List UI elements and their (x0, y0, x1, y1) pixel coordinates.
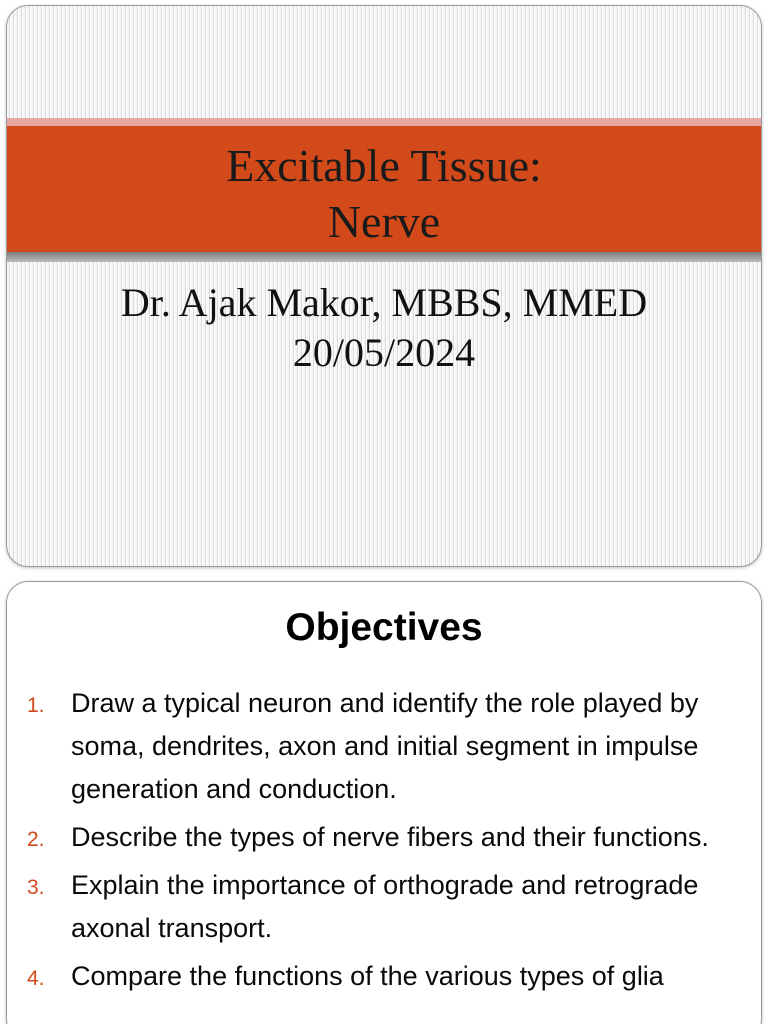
list-item-text: Draw a typical neuron and identify the role played by soma, dendrites, axon and initial segment in impulse generation and conduction. (71, 688, 699, 804)
list-item-number: 2. (27, 828, 45, 851)
objectives-list (7, 682, 747, 1003)
list-item-text: Explain the importance of orthograde and retrograde axonal transport. (71, 870, 699, 943)
slide-title (7, 138, 761, 250)
title-slide (6, 5, 762, 567)
banner-bottom-stripe (7, 252, 761, 262)
title-line-1: Excitable Tissue: (226, 140, 542, 191)
list-item (7, 816, 747, 859)
list-item-number: 1. (27, 694, 45, 717)
list-item-text: Compare the functions of the various types of glia (71, 961, 664, 991)
presentation-date: 20/05/2024 (292, 330, 476, 375)
author-name: Dr. Ajak Makor, MBBS, MMED (120, 280, 648, 325)
objectives-slide (6, 581, 762, 1024)
banner-top-stripe (7, 118, 761, 126)
list-item (7, 955, 747, 998)
list-item (7, 682, 747, 811)
list-item (7, 864, 747, 950)
slide-subtitle (7, 278, 761, 378)
title-line-2: Nerve (327, 196, 441, 247)
list-item-number: 4. (27, 967, 45, 990)
objectives-heading: Objectives (285, 606, 483, 649)
list-item-text: Describe the types of nerve fibers and their functions. (71, 822, 709, 852)
list-item-number: 3. (27, 876, 45, 899)
